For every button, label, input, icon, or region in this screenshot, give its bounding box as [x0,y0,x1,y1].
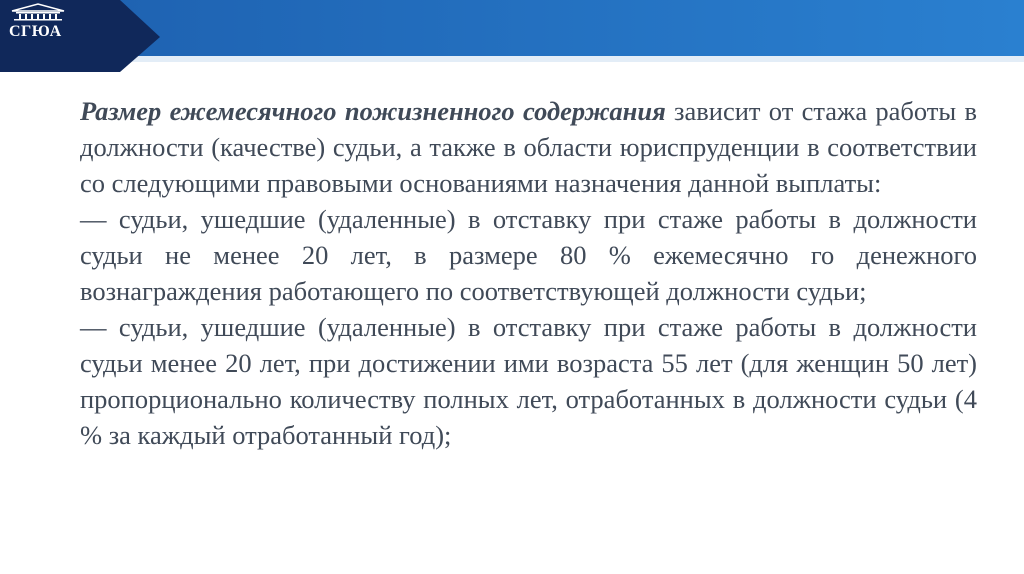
header-banner-graphic [0,0,1024,72]
paragraph-intro-lead: Размер ежемесячного пожизненного содержания [80,96,666,126]
header-blue-band [0,0,1024,58]
building-emblem-icon [8,3,68,21]
paragraph-item-1: — судьи, ушедшие (удаленные) в отставку при стаже работы в должности судьи не менее 20 лет, в размере 80 % ежемесячно го денежного вознаграждения работающего по соответствующей должности судьи; [80,204,977,306]
paragraph-intro [80,93,977,201]
slide-body [80,93,977,453]
logo-text: СГЮА [9,23,62,40]
paragraph-intro-text: зависит от стажа работы в должности (качестве) судьи, а также в области юриспруденции в соответствии со следующими правовыми основаниями назначения данной выплаты: [80,96,978,198]
header-light-stripe [0,56,1024,62]
header-bar [0,0,1024,72]
paragraph-item-2: — судьи, ушедшие (удаленные) в отставку при стаже работы в должности судьи менее 20 лет, при достижении ими возраста 55 лет (для женщин 50 лет) пропорционально количеству полных лет, отработанных в должности судьи (4 % за каждый отработанный год); [80,312,977,450]
